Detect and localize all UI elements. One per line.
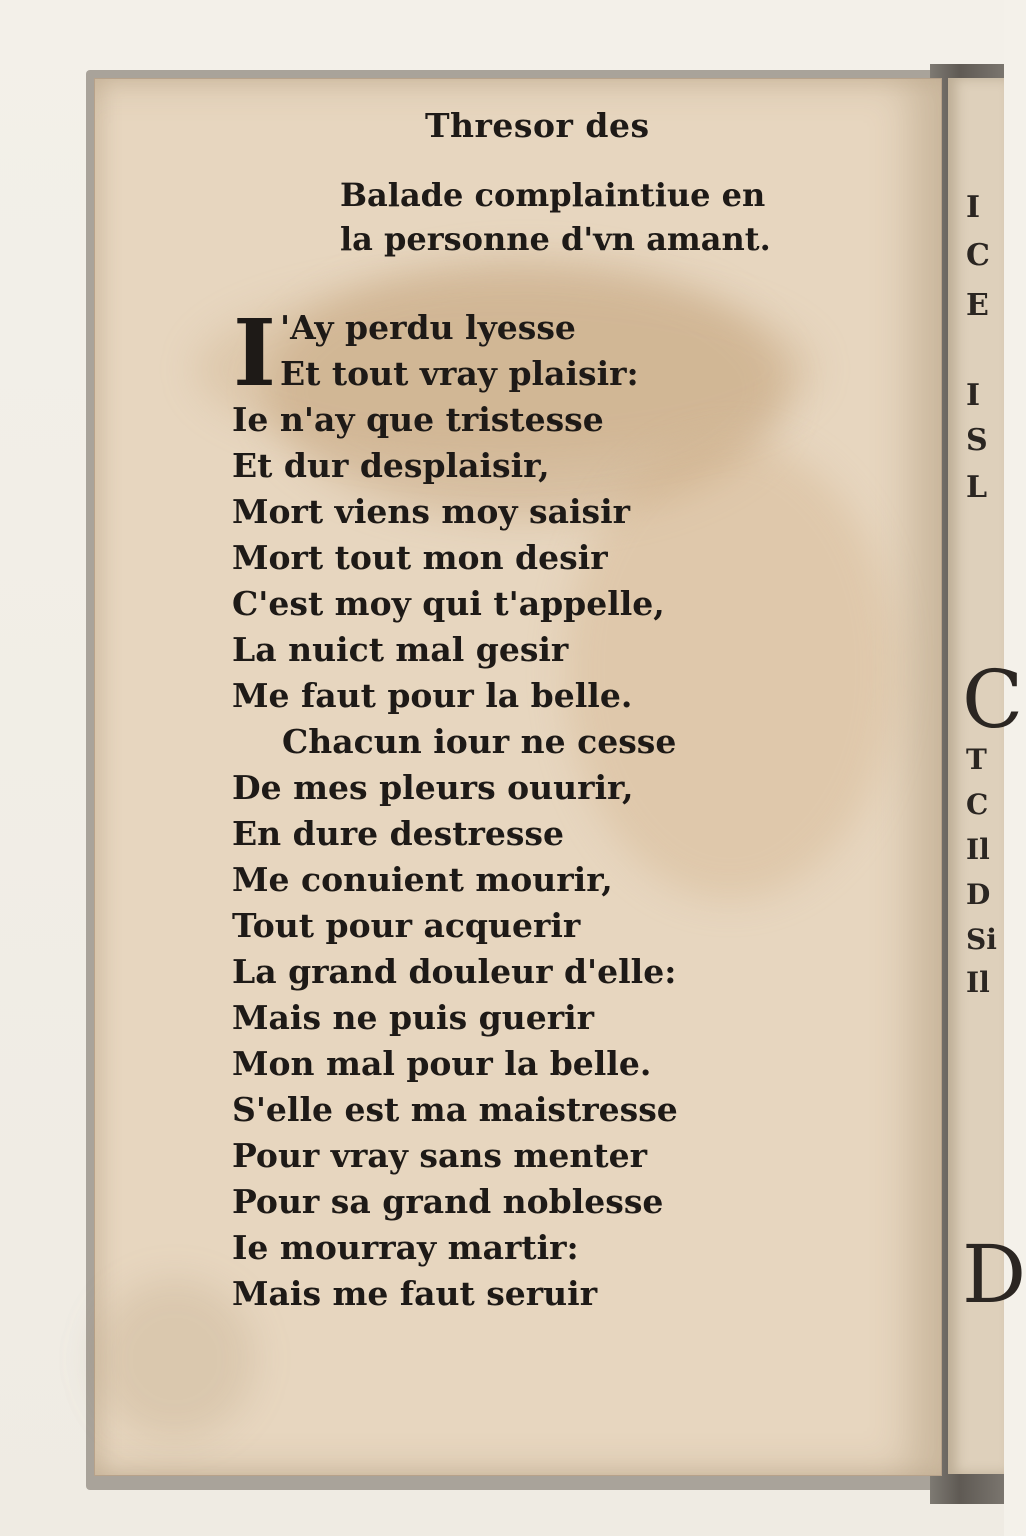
poem-line: Mort tout mon desir xyxy=(232,538,608,577)
poem-line: Pour vray sans menter xyxy=(232,1136,647,1175)
poem-line: La grand douleur d'elle: xyxy=(232,952,677,991)
poem-line: Et dur desplaisir, xyxy=(232,446,550,485)
poem-line: 'Ay perdu lyesse xyxy=(280,308,576,347)
running-header: Thresor des xyxy=(425,106,650,145)
poem-line: Pour sa grand noblesse xyxy=(232,1182,664,1221)
poem-title-line: la personne d'vn amant. xyxy=(340,220,771,258)
facing-fragment: I xyxy=(966,190,981,225)
poem-line: Mais me faut seruir xyxy=(232,1274,598,1313)
poem-line: S'elle est ma maistresse xyxy=(232,1090,678,1129)
poem-line: Chacun iour ne cesse xyxy=(282,722,677,761)
facing-fragment: C xyxy=(966,788,989,821)
poem-line: Ie mourray martir: xyxy=(232,1228,579,1267)
facing-fragment: E xyxy=(966,288,989,323)
poem-line: Me conuient mourir, xyxy=(232,860,613,899)
facing-fragment: L xyxy=(966,470,988,505)
poem-line: En dure destresse xyxy=(232,814,564,853)
facing-fragment: Il xyxy=(966,833,990,866)
poem-line: Ie n'ay que tristesse xyxy=(232,400,604,439)
poem-line: Mon mal pour la belle. xyxy=(232,1044,652,1083)
poem-line: De mes pleurs ouurir, xyxy=(232,768,634,807)
facing-fragment: D xyxy=(966,878,991,911)
poem-line: Mort viens moy saisir xyxy=(232,492,631,531)
poem-line: Tout pour acquerir xyxy=(232,906,581,945)
facing-fragment: Si xyxy=(966,923,997,956)
facing-fragment: C xyxy=(962,653,1024,746)
facing-fragment: C xyxy=(966,238,990,273)
facing-fragment: S xyxy=(966,423,988,458)
poem-line: Me faut pour la belle. xyxy=(232,676,633,715)
poem-line: Mais ne puis guerir xyxy=(232,998,595,1037)
poem-body xyxy=(232,299,832,1317)
facing-fragment: D xyxy=(962,1228,1026,1321)
poem-line: Et tout vray plaisir: xyxy=(280,354,639,393)
poem-line: C'est moy qui t'appelle, xyxy=(232,584,665,623)
facing-fragment: I xyxy=(966,378,981,413)
facing-fragment: Il xyxy=(966,966,990,999)
drop-capital: I xyxy=(233,299,277,407)
facing-fragment: T xyxy=(966,743,987,776)
poem-title-line: Balade complaintiue en xyxy=(340,176,766,214)
poem-line: La nuict mal gesir xyxy=(232,630,569,669)
